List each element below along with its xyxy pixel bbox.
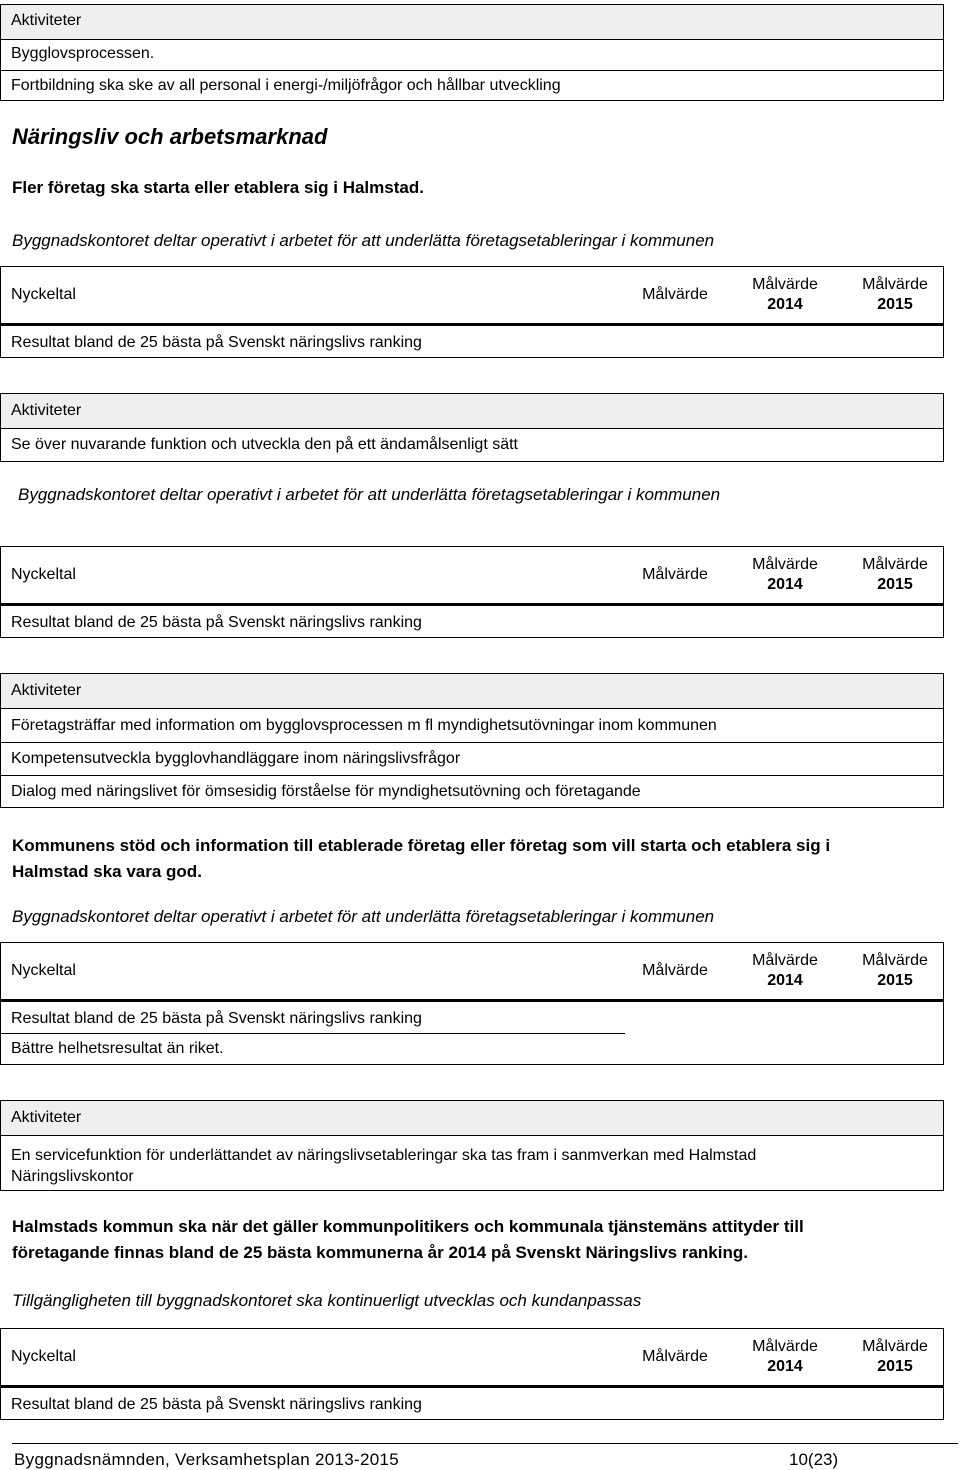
col-malvarde: Målvärde xyxy=(642,1348,708,1365)
kpi-result-row: Resultat bland de 25 bästa på Svenskt näringslivs ranking xyxy=(0,1388,944,1420)
col-nyckeltal: Nyckeltal xyxy=(11,286,76,303)
activity-row: Dialog med näringslivet för ömsesidig förståelse för myndighetsutövning och företagande xyxy=(1,775,943,808)
col-malvarde: Målvärde xyxy=(642,962,708,979)
activities-header: Aktiviteter xyxy=(1,674,943,709)
kpi-result-row: Resultat bland de 25 bästa på Svenskt näringslivs ranking xyxy=(0,326,944,358)
goal-title: Halmstads kommun ska när det gäller kommunpolitikers och kommunala tjänstemäns attityder till företagande finnas bland de 25 bästa kommunerna år 2014 på Svenskt Näringslivs ranking. xyxy=(12,1217,804,1262)
col-malvarde-2015: Målvärde 2015 xyxy=(862,1338,928,1375)
activities-table-2 xyxy=(0,393,944,462)
col-nyckeltal: Nyckeltal xyxy=(11,566,76,583)
col-malvarde-2015: Målvärde 2015 xyxy=(862,952,928,989)
activities-header: Aktiviteter xyxy=(1,1101,943,1136)
kpi-row: Resultat bland de 25 bästa på Svenskt näringslivs ranking xyxy=(11,1010,422,1027)
subgoal-intro: Byggnadskontoret deltar operativt i arbetet för att underlätta företagsetableringar i kommunen xyxy=(18,485,721,504)
goal-title: Kommunens stöd och information till etablerade företag eller företag som vill starta och etablera sig i Halmstad ska vara god. xyxy=(12,836,831,881)
activity-row: Bygglovsprocessen. xyxy=(11,45,155,62)
col-malvarde-2015: Målvärde 2015 xyxy=(862,556,928,593)
page-number: 10(23) xyxy=(789,1450,839,1469)
kpi-result-rows xyxy=(0,1002,944,1065)
subgoal-intro: Byggnadskontoret deltar operativt i arbetet för att underlätta företagsetableringar i kommunen xyxy=(12,907,715,926)
activity-row: Se över nuvarande funktion och utveckla den på ett ändamålsenligt sätt xyxy=(11,436,518,453)
col-malvarde-2014: Målvärde 2014 xyxy=(752,556,818,593)
activity-row: Fortbildning ska ske av all personal i energi-/miljöfrågor och hållbar utveckling xyxy=(1,70,943,101)
goal-title: Fler företag ska starta eller etablera sig i Halmstad. xyxy=(12,178,424,197)
activities-header: Aktiviteter xyxy=(1,394,943,429)
col-malvarde: Målvärde xyxy=(642,566,708,583)
activities-table-1 xyxy=(0,4,944,101)
subgoal-intro: Byggnadskontoret deltar operativt i arbetet för att underlätta företagsetableringar i kommunen xyxy=(12,231,715,250)
footer-divider xyxy=(12,1443,958,1444)
activity-row: Kompetensutveckla bygglovhandläggare inom näringslivsfrågor xyxy=(1,742,943,775)
kpi-table-header xyxy=(0,1328,944,1388)
activities-table-4 xyxy=(0,1100,944,1191)
col-malvarde-2015: Målvärde 2015 xyxy=(862,276,928,313)
col-malvarde-2014: Målvärde 2014 xyxy=(752,276,818,313)
activity-row: En servicefunktion för underlättandet av näringslivsetableringar ska tas fram i sanmverkan med Halmstad Näringslivskontor xyxy=(11,1147,757,1185)
kpi-row: Bättre helhetsresultat än riket. xyxy=(11,1040,224,1057)
footer-title: Byggnadsnämnden, Verksamhetsplan 2013-2015 xyxy=(14,1450,399,1469)
activities-table-3 xyxy=(0,673,944,808)
activities-header: Aktiviteter xyxy=(1,5,943,40)
activity-row: Företagsträffar med information om bygglovsprocessen m fl myndighetsutövningar inom kommunen xyxy=(11,717,717,734)
kpi-table-header xyxy=(0,546,944,606)
subgoal-intro: Tillgängligheten till byggnadskontoret ska kontinuerligt utvecklas och kundanpassas xyxy=(12,1291,642,1310)
col-malvarde: Målvärde xyxy=(642,286,708,303)
kpi-result-row: Resultat bland de 25 bästa på Svenskt näringslivs ranking xyxy=(0,606,944,638)
col-malvarde-2014: Målvärde 2014 xyxy=(752,952,818,989)
col-nyckeltal: Nyckeltal xyxy=(11,962,76,979)
col-nyckeltal: Nyckeltal xyxy=(11,1348,76,1365)
col-malvarde-2014: Målvärde 2014 xyxy=(752,1338,818,1375)
kpi-table-header xyxy=(0,942,944,1002)
section-heading: Näringsliv och arbetsmarknad xyxy=(12,124,328,149)
kpi-table-header xyxy=(0,266,944,326)
